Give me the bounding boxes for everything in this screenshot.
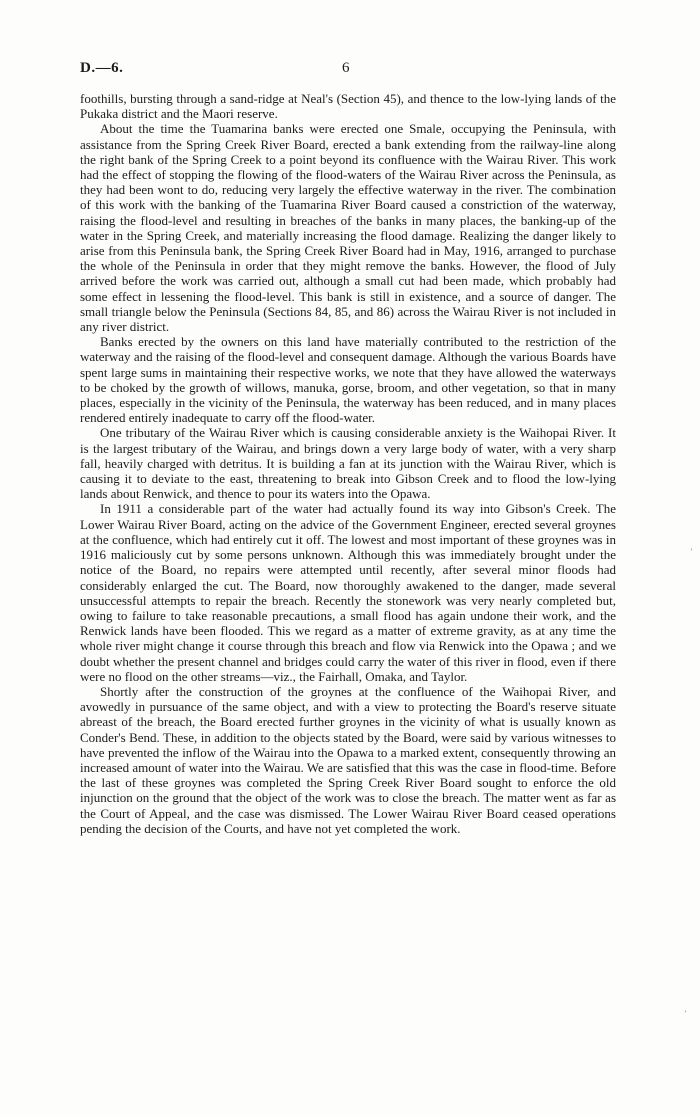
- scan-speck: ʼ: [690, 548, 693, 558]
- paragraph-peninsula-bank: About the time the Tuamarina banks were erected one Smale, occupying the Peninsula, with assistance from the Spring Creek River Board, erected a bank extending from the railway-line along the right bank of the Spring Creek to a point beyond its confluence with the Wairau River. This work had the effect of stopping the flowing of the flood-waters of the Wairau River across the Peninsula, as they had been wont to do, reducing very largely the effective waterway in the river. The combination of this work with the banking of the Tuamarina River Board caused a constriction of the waterway, raising the flood-level and resulting in breaches of the banks in many places, the banking-up of the water in the Spring Creek, and materially increasing the flood damage. Realizing the danger likely to arise from this Peninsula bank, the Spring Creek River Board had in May, 1916, arranged to purchase the whole of the Peninsula in order that they might remove the banks. However, the flood of July arrived before the work was carried out, although a small cut had been made, which probably had some effect in lessening the flood-level. This bank is still in existence, and a source of danger. The small triangle below the Peninsula (Sections 84, 85, and 86) across the Wairau River is not included in any river district.: [80, 121, 616, 335]
- paragraph-waihopai-river: One tributary of the Wairau River which is causing considerable anxiety is the Waihopai River. It is the largest tributary of the Wairau, and brings down a very large body of water, with a very sharp fall, heavily charged with detritus. It is building a fan at its junction with the Wairau River, which is causing it to deviate to the east, threatening to break into Gibson Creek and to flood the low-lying lands about Renwick, and thence to pour its waters into the Opawa.: [80, 425, 616, 502]
- body-text: [80, 91, 616, 836]
- page-number: 6: [342, 60, 350, 76]
- scan-speck: ʼ: [684, 1010, 687, 1020]
- document-reference: D.—6.: [80, 60, 124, 76]
- paragraph-conders-bend: Shortly after the construction of the groynes at the confluence of the Waihopai River, and avowedly in pursuance of the same object, and with a view to protecting the Board's reserve situate abreast of the breach, the Board erected further groynes in the vicinity of what is usually known as Conder's Bend. These, in addition to the objects stated by the Board, were said by various witnesses to have prevented the inflow of the Wairau into the Opawa to a marked extent, consequently throwing an increased amount of water into the Wairau. We are satisfied that this was the case in flood-time. Before the last of these groynes was completed the Spring Creek River Board sought to enforce the old injunction on the ground that the object of the work was to close the breach. The matter went as far as the Court of Appeal, and the case was dismissed. The Lower Wairau River Board ceased operations pending the decision of the Courts, and have not yet completed the work.: [80, 683, 616, 836]
- page-header: [80, 60, 616, 82]
- paragraph-gibsons-creek: In 1911 a considerable part of the water had actually found its way into Gibson's Creek. The Lower Wairau River Board, acting on the advice of the Government Engineer, erected several groynes at the confluence, which had entirely cut it off. The lowest and most important of these groynes was in 1916 maliciously cut by some persons unknown. Although this was immediately brought under the notice of the Board, no repairs were attempted until recently, after several minor floods had considerably enlarged the cut. The Board, now thoroughly awakened to the danger, made several unsuccessful attempts to repair the breach. Recently the stonework was very nearly completed but, owing to failure to take reasonable precautions, a small flood has again undone their work, and the Renwick lands have been flooded. This we regard as a matter of extreme gravity, as at any time the whole river might change it course through this breach and flow via Renwick into the Opawa ; and we doubt whether the present channel and bridges could carry the water of this river in flood, even if there were no flood on the other streams—viz., the Fairhall, Omaka, and Taylor.: [80, 501, 616, 684]
- paragraph-continued: foothills, bursting through a sand-ridge at Neal's (Section 45), and thence to the low-lying lands of the Pukaka district and the Maori reserve.: [80, 91, 616, 122]
- paragraph-waterway-restriction: Banks erected by the owners on this land have materially contributed to the restriction of the waterway and the raising of the flood-level and consequent damage. Although the various Boards have spent large sums in maintaining their respective works, we note that they have allowed the waterways to be choked by the growth of willows, manuka, gorse, broom, and other vegetation, so that in many places, especially in the vicinity of the Peninsula, the waterway has been reduced, and in many places rendered entirely inadequate to carry off the flood-water.: [80, 334, 616, 426]
